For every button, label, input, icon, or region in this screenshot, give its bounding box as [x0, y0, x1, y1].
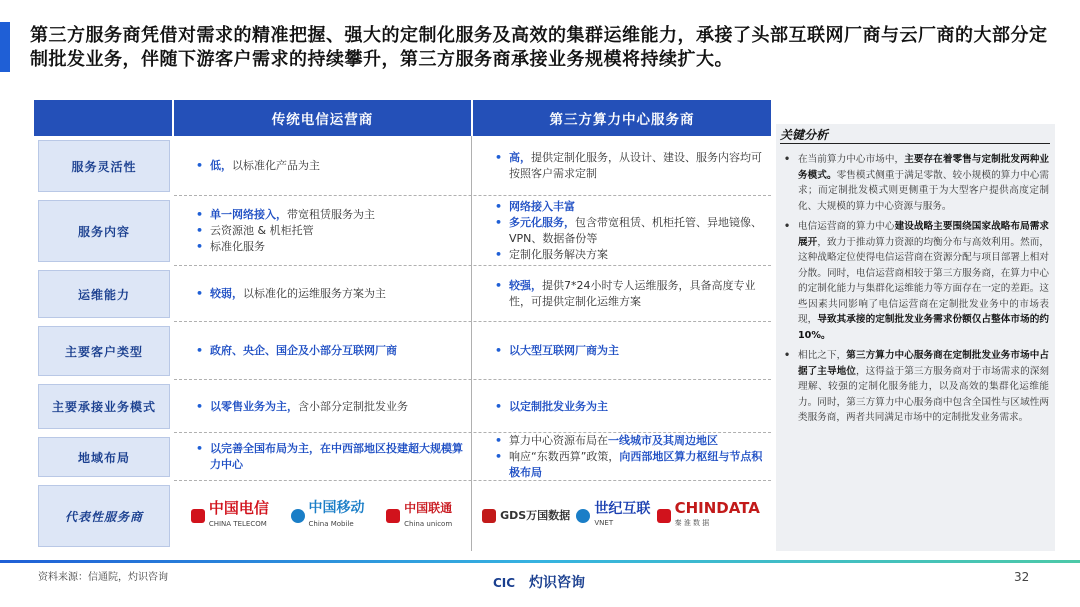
- bullet-highlight: 以大型互联网厂商为主: [509, 344, 619, 357]
- telecom-cell: [174, 322, 471, 380]
- gds-logo: [482, 508, 570, 524]
- cell-bullet-list: [495, 343, 619, 359]
- cell-bullet-list: [196, 207, 375, 255]
- logo-text: [209, 500, 269, 532]
- chindata-logo: [657, 501, 760, 531]
- logo-row: [34, 481, 771, 551]
- cell-bullet-list: [495, 278, 763, 310]
- cell-bullet: [196, 343, 397, 359]
- bullet-highlight: 低，: [210, 159, 232, 172]
- logo-cell: [174, 481, 471, 551]
- row-label: 运维能力: [38, 270, 170, 318]
- cell-bullet: [196, 239, 375, 255]
- cell-bullet: [196, 441, 463, 473]
- cell-bullet: [495, 215, 763, 247]
- bullet-text: 云资源池 & 机柜托管: [210, 224, 314, 237]
- telecom-cell: [174, 196, 471, 266]
- telecom-cell: [174, 136, 471, 196]
- bullet-text: 以标准化的运维服务方案为主: [243, 287, 386, 300]
- china-telecom-logo-icon: [191, 509, 205, 523]
- row-label: 主要客户类型: [38, 326, 170, 376]
- cic-logo-icon: [493, 575, 523, 589]
- key-analysis-panel: [776, 124, 1055, 551]
- gds-logo-icon: [482, 509, 496, 523]
- cell-bullet: [196, 286, 386, 302]
- comparison-table: [34, 100, 771, 551]
- bullet-text: 提供定制化服务，从设计、建设、服务内容均可按照客户需求定制: [509, 151, 762, 180]
- row-label: 服务灵活性: [38, 140, 170, 192]
- source-note: 资料来源：信通院，灼识咨询: [38, 572, 168, 583]
- bullet-text: 算力中心资源布局在: [509, 434, 608, 447]
- page-headline: 第三方服务商凭借对需求的精准把握、强大的定制化服务及高效的集群运维能力，承接了头部互联网厂商与云厂商的大部分定制批发业务，伴随下游客户需求的持续攀升，第三方服务商承接业务规模将持续扩大。: [30, 25, 1048, 70]
- logo-subtitle: China unicom: [404, 520, 453, 528]
- bullet-text: 响应“东数西算”政策，: [509, 450, 620, 463]
- china-unicom-logo: [386, 500, 452, 532]
- logo-text: [594, 502, 650, 530]
- logo-subtitle: VNET: [594, 519, 614, 527]
- telecom-cell: [174, 266, 471, 322]
- table-row: [34, 322, 771, 380]
- page-number: 32: [1014, 570, 1030, 584]
- bullet-highlight: 较强，: [509, 279, 542, 292]
- cell-bullet: [196, 207, 375, 223]
- cell-bullet-list: [495, 199, 763, 263]
- table-row: [34, 136, 771, 196]
- row-label: 地域布局: [38, 437, 170, 477]
- bullet-highlight: 一线城市及其周边地区: [608, 434, 718, 447]
- bullet-text: 含小部分定制批发业务: [298, 399, 408, 413]
- bullet-highlight: 以零售业务为主，: [210, 399, 298, 413]
- footer-brand-name: 灼识咨询: [529, 575, 585, 591]
- third-party-cell: [473, 196, 771, 266]
- footer-brand: [493, 572, 585, 592]
- bullet-text: 包含带宽租赁、机柜托管、异地镜像、VPN、数据备份等: [509, 216, 762, 245]
- logo-group: [180, 500, 463, 532]
- analysis-point-2: • 电信运营商的算力中心建设战略主要围绕国家战略布局需求展开，致力于推动算力资源的均衡分布与高效利用。然而，这种战略定位使得电信运营商在资源分配与项目部署上相对分散。同时，电信运营商相较于第三方服务商，在算力中心的定制化能力与集群化运维能力等方面存在一定的差距。这些因素共同影响了电信运营商在定制批发业务中的市场表现，导致其承接的定制批发业务需求份额仅占整体市场的约10%。: [784, 219, 1049, 343]
- cell-bullet-list: [196, 441, 463, 473]
- bullet-highlight: 以完善全国布局为主，在中西部地区投建超大规模算力中心: [210, 442, 463, 471]
- table-row: [34, 433, 771, 481]
- bullet-text: 提供7*24小时专人运维服务，具备高度专业性，可提供定制化运维方案: [509, 279, 756, 308]
- third-party-cell: [473, 266, 771, 322]
- cell-bullet-list: [196, 343, 397, 359]
- third-party-cell: [473, 433, 771, 481]
- cell-bullet: [495, 343, 619, 359]
- analysis-list: [784, 152, 1049, 431]
- logo-text: [500, 508, 570, 524]
- table-corner-header: [34, 100, 172, 136]
- bullet-highlight: 向西部地区算力枢纽与节点积极布局: [509, 450, 763, 479]
- analysis-title: 关键分析: [780, 128, 829, 142]
- cell-bullet-list: [495, 399, 608, 415]
- cell-bullet: [495, 247, 763, 263]
- analysis-title-underline: [780, 143, 1050, 144]
- bullet-text: 以标准化产品为主: [232, 159, 320, 172]
- row-label: 主要承接业务模式: [38, 384, 170, 429]
- cell-bullet: [495, 199, 763, 215]
- logo-text: [675, 501, 760, 531]
- table-row: [34, 380, 771, 433]
- cell-bullet-list: [495, 433, 763, 481]
- logo-subtitle: CHINA TELECOM: [208, 520, 267, 528]
- cell-bullet: [495, 150, 763, 182]
- bullet-text: 定制化服务解决方案: [509, 248, 608, 261]
- cell-bullet: [196, 399, 408, 415]
- analysis-point-1: • 在当前算力中心市场中，主要存在着零售与定制批发两种业务模式。零售模式侧重于满足零散、较小规模的算力中心需求；而定制批发模式则更侧重于为大型客户提供高度定制化、大规模的算力中心资源与服务。: [784, 152, 1049, 214]
- cell-bullet: [196, 158, 320, 174]
- logo-subtitle: China Mobile: [308, 520, 354, 528]
- bullet-highlight: 网络接入丰富: [509, 200, 575, 213]
- china-mobile-logo-icon: [291, 509, 305, 523]
- vnet-logo-icon: [576, 509, 590, 523]
- analysis-point-3: • 相比之下，第三方算力中心服务商在定制批发业务市场中占据了主导地位，这得益于第三方服务商对于市场需求的深刻理解、较强的定制化服务能力，以及高效的集群化运维能力。同时，第三方算力中心服务商中包含全国性与区域性两类服务商，两者共同满足市场中的定制批发业务需求。: [784, 348, 1049, 426]
- china-unicom-logo-icon: [386, 509, 400, 523]
- logo-text: [309, 500, 365, 532]
- logo-name: GDS万国数据: [500, 509, 571, 522]
- table-row: [34, 196, 771, 266]
- row-label: 代表性服务商: [38, 485, 170, 547]
- telecom-cell: [174, 380, 471, 433]
- cell-bullet: [495, 278, 763, 310]
- bullet-highlight: 多元化服务，: [509, 216, 575, 229]
- logo-name: 中国联通: [404, 501, 453, 515]
- bullet-highlight: 政府、央企、国企及小部分互联网厂商: [210, 344, 397, 357]
- cell-bullet: [495, 433, 763, 449]
- cell-bullet: [196, 223, 375, 239]
- bullet-text: 标准化服务: [210, 240, 265, 253]
- row-label: 服务内容: [38, 200, 170, 262]
- cell-bullet: [495, 449, 763, 481]
- third-party-cell: [473, 380, 771, 433]
- china-telecom-logo: [191, 500, 269, 532]
- cell-bullet: [495, 399, 608, 415]
- logo-subtitle: 秦 淮 数 据: [674, 519, 710, 527]
- svg-text:CIC: CIC: [493, 576, 516, 589]
- cell-bullet-list: [196, 286, 386, 302]
- title-accent-bar: [0, 22, 10, 72]
- logo-name: 世纪互联: [594, 501, 651, 517]
- bullet-highlight: 以定制批发业务为主: [509, 399, 608, 413]
- col-header-third-party: 第三方算力中心服务商: [473, 100, 771, 136]
- logo-text: [404, 500, 452, 532]
- bullet-highlight: 高，: [509, 151, 531, 164]
- chindata-logo-icon: [657, 509, 671, 523]
- bullet-highlight: 较弱，: [210, 287, 243, 300]
- logo-cell: [473, 481, 771, 551]
- cell-bullet-list: [196, 399, 408, 415]
- vnet-logo: [576, 502, 650, 530]
- bullet-text: 带宽租赁服务为主: [287, 208, 375, 221]
- cell-bullet-list: [495, 150, 763, 182]
- col-header-telecom: 传统电信运营商: [174, 100, 471, 136]
- third-party-cell: [473, 136, 771, 196]
- logo-group: [479, 501, 763, 531]
- china-mobile-logo: [291, 500, 365, 532]
- cell-bullet-list: [196, 158, 320, 174]
- logo-name: CHINDATA: [674, 499, 760, 517]
- telecom-cell: [174, 433, 471, 481]
- footer-divider: [0, 560, 1080, 563]
- third-party-cell: [473, 322, 771, 380]
- table-row: [34, 266, 771, 322]
- logo-name: 中国移动: [308, 500, 365, 516]
- bullet-highlight: 单一网络接入，: [210, 208, 287, 221]
- logo-name: 中国电信: [208, 499, 269, 517]
